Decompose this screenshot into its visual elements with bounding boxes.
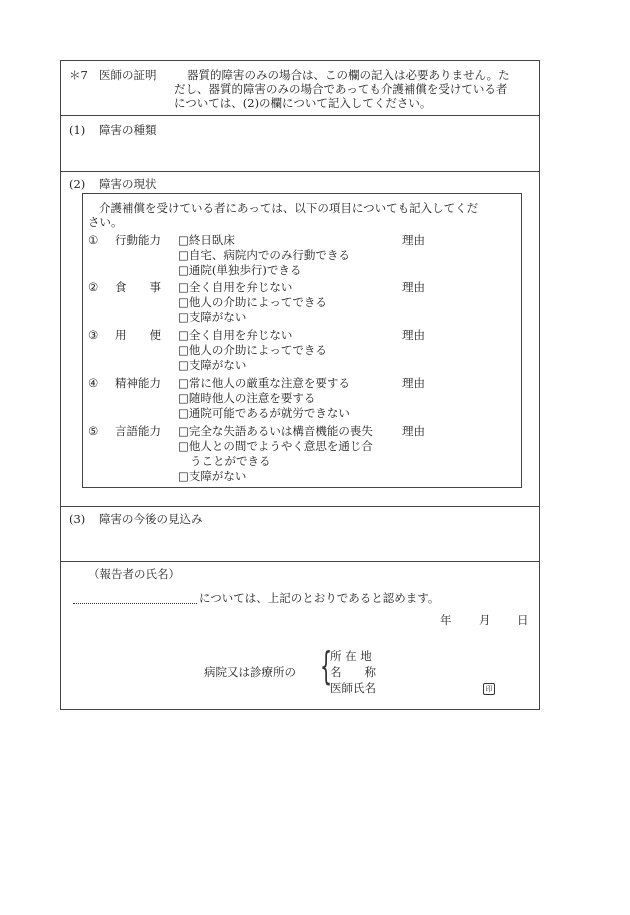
section-title: 障害の今後の見込み xyxy=(99,512,203,526)
checkbox-option[interactable]: □全く自用を弁じない xyxy=(178,328,293,342)
intro-text: 介護補償を受けている者にあっては、以下の項目についても記入してくだ xyxy=(99,201,479,215)
section-number: (3) xyxy=(69,512,86,526)
item-label: 行動能力 xyxy=(115,233,161,247)
item-number: ③ xyxy=(88,328,99,342)
checkbox-option[interactable]: □随時他人の注意を要する xyxy=(178,391,316,405)
reporter-name-field[interactable] xyxy=(73,603,197,604)
checkbox-option[interactable]: □支障がない xyxy=(178,358,247,372)
checkbox-option[interactable]: □通院可能であるが就労できない xyxy=(178,406,350,420)
checkbox-option[interactable]: □支障がない xyxy=(178,310,247,324)
doctor-name-label: 医師氏名 xyxy=(330,681,376,695)
header-note: については、(2)の欄について記入してください。 xyxy=(174,96,432,110)
checkbox-option[interactable]: □自宅、病院内でのみ行動できる xyxy=(178,248,350,262)
divider xyxy=(61,171,539,172)
item-number: ① xyxy=(88,233,99,247)
checkbox-option-continued: うことができる xyxy=(190,454,271,468)
address-label: 所 在 地 xyxy=(330,649,372,663)
reason-label: 理由 xyxy=(402,233,425,247)
checkbox-option[interactable]: □常に他人の厳重な注意を要する xyxy=(178,376,350,390)
item-label: 用 便 xyxy=(115,328,161,342)
divider xyxy=(61,115,539,116)
brace-icon: { xyxy=(320,644,333,688)
item-label: 精神能力 xyxy=(115,376,161,390)
reporter-label: （報告者の氏名） xyxy=(88,567,180,581)
confirmation-statement: については、上記のとおりであると認めます。 xyxy=(199,591,440,605)
checkbox-option[interactable]: □終日臥床 xyxy=(178,233,235,247)
reason-label: 理由 xyxy=(402,424,425,438)
intro-text: さい。 xyxy=(88,215,123,229)
checkbox-option[interactable]: □他人の介助によってできる xyxy=(178,343,327,357)
institution-label: 病院又は診療所の xyxy=(204,665,296,679)
header-note: だし、器質的障害のみの場合であっても介護補償を受けている者 xyxy=(174,82,508,96)
divider xyxy=(61,561,539,562)
date-day-label: 日 xyxy=(517,613,529,627)
section-number: (1) xyxy=(69,123,86,137)
section-number: (2) xyxy=(69,177,86,191)
checkbox-option[interactable]: □完全な失語あるいは構音機能の喪失 xyxy=(178,424,373,438)
item-number: ② xyxy=(88,280,99,294)
checkbox-option[interactable]: □通院(単独歩行)できる xyxy=(178,263,302,277)
divider xyxy=(61,506,539,507)
header-note: 器質的障害のみの場合は、この欄の記入は必要ありません。た xyxy=(187,68,510,82)
section-title: 障害の種類 xyxy=(99,123,157,137)
facility-name-label: 名 称 xyxy=(330,665,376,679)
date-month-label: 月 xyxy=(479,613,491,627)
checkbox-option[interactable]: □他人との間でようやく意思を通じ合 xyxy=(178,439,373,453)
reason-label: 理由 xyxy=(402,376,425,390)
checkbox-option[interactable]: □全く自用を弁じない xyxy=(178,280,293,294)
section-title: 障害の現状 xyxy=(99,177,157,191)
date-year-label: 年 xyxy=(440,613,452,627)
item-label: 食 事 xyxy=(115,280,161,294)
item-number: ⑤ xyxy=(88,424,99,438)
checkbox-option[interactable]: □他人の介助によってできる xyxy=(178,295,327,309)
item-label: 言語能力 xyxy=(115,424,161,438)
item-number: ④ xyxy=(88,376,99,390)
section-title: 医師の証明 xyxy=(99,68,157,82)
section-number: ＊7 xyxy=(69,68,88,82)
reason-label: 理由 xyxy=(402,280,425,294)
checkbox-option[interactable]: □支障がない xyxy=(178,469,247,483)
reason-label: 理由 xyxy=(402,328,425,342)
seal-icon: 印 xyxy=(483,683,495,695)
